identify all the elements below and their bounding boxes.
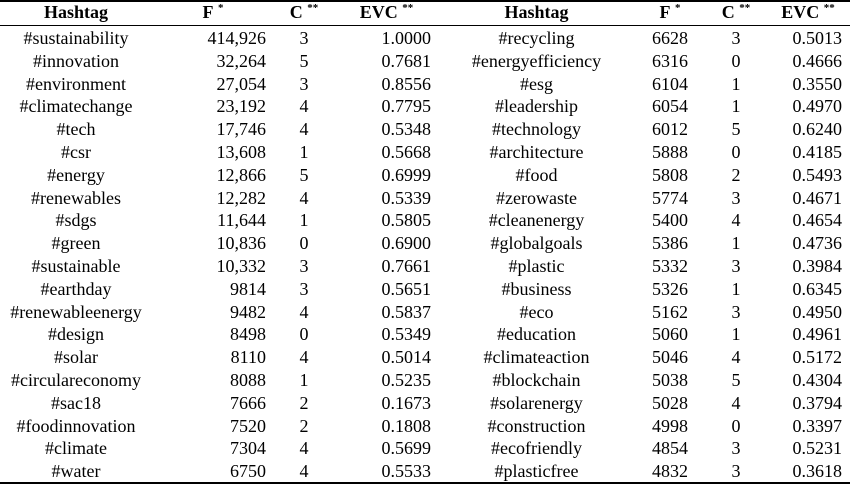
hashtag-cell: #cleanenergy — [488, 210, 585, 231]
hashtag-cell: #csr — [61, 141, 91, 162]
community-cell: 4 — [299, 187, 309, 208]
community-cell: 1 — [731, 73, 741, 94]
evc-cell: 0.6900 — [381, 233, 431, 254]
hashtag-cell: #globalgoals — [490, 233, 583, 254]
evc-cell: 0.5493 — [792, 164, 842, 185]
hashtag-cell: #water — [51, 461, 101, 482]
hashtag-cell: #construction — [487, 415, 586, 436]
header-label: Hashtag — [43, 2, 108, 22]
evc-cell: 0.5348 — [381, 119, 431, 140]
hashtag-cell: #solar — [54, 347, 98, 368]
community-cell: 3 — [731, 461, 741, 482]
frequency-cell: 5326 — [652, 278, 688, 299]
community-cell: 4 — [731, 392, 741, 413]
header-c-left — [274, 0, 334, 25]
evc-cell: 0.7661 — [381, 255, 431, 276]
header-label: C — [721, 2, 735, 22]
community-cell: 4 — [299, 461, 309, 482]
community-cell: 4 — [299, 96, 309, 117]
community-cell: 1 — [731, 324, 741, 345]
table-row — [0, 392, 850, 415]
frequency-cell: 32,264 — [216, 50, 266, 71]
header-footnote-mark: ** — [739, 2, 751, 14]
evc-cell: 0.5651 — [381, 278, 431, 299]
hashtag-cell: #sustainability — [23, 28, 129, 48]
evc-cell: 0.5172 — [792, 347, 842, 368]
frequency-cell: 5046 — [652, 347, 688, 368]
evc-cell: 0.5533 — [381, 461, 431, 482]
hashtag-cell: #foodinnovation — [16, 415, 136, 436]
header-footnote-mark: ** — [823, 2, 835, 14]
frequency-cell: 5808 — [652, 164, 688, 185]
table-row — [0, 346, 850, 369]
hashtag-cell: #eco — [519, 301, 554, 322]
evc-cell: 0.5014 — [381, 347, 431, 368]
evc-cell: 0.3397 — [792, 415, 842, 436]
hashtag-cell: #sac18 — [51, 392, 101, 413]
hashtag-cell: #blockchain — [492, 369, 581, 390]
frequency-cell: 8110 — [230, 347, 266, 368]
header-f-right — [634, 0, 706, 25]
evc-cell: 0.4654 — [792, 210, 842, 231]
frequency-cell: 5400 — [652, 210, 688, 231]
evc-cell: 0.5699 — [381, 438, 431, 459]
evc-cell: 0.8556 — [381, 73, 431, 94]
community-cell: 3 — [299, 278, 309, 299]
hashtag-cell: #plastic — [508, 255, 565, 276]
community-cell: 1 — [299, 210, 309, 231]
evc-cell: 0.5805 — [381, 210, 431, 231]
frequency-cell: 8498 — [230, 324, 266, 345]
table-row — [0, 415, 850, 438]
community-cell: 2 — [299, 415, 309, 436]
table-row — [0, 141, 850, 164]
frequency-cell: 12,282 — [216, 187, 266, 208]
hashtag-cell: #renewableenergy — [10, 301, 142, 322]
header-footnote-mark: ** — [402, 2, 414, 14]
evc-cell: 0.4736 — [792, 233, 842, 254]
community-cell: 0 — [299, 233, 309, 254]
frequency-cell: 7520 — [230, 415, 266, 436]
table-row — [0, 118, 850, 141]
table-row — [0, 255, 850, 278]
evc-cell: 0.5235 — [381, 369, 431, 390]
header-c-right — [706, 0, 766, 25]
evc-cell: 0.6240 — [792, 119, 842, 140]
community-cell: 3 — [731, 438, 741, 459]
community-cell: 3 — [731, 255, 741, 276]
hashtag-cell: #environment — [26, 73, 126, 94]
evc-cell: 0.3794 — [792, 392, 842, 413]
hashtag-cell: #technology — [492, 119, 581, 140]
hashtag-cell: #esg — [520, 73, 553, 94]
community-cell: 1 — [299, 141, 309, 162]
table-row — [0, 369, 850, 392]
hashtag-cell: #food — [515, 164, 558, 185]
header-label: C — [289, 2, 303, 22]
header-f-left — [152, 0, 274, 25]
hashtag-cell: #design — [48, 324, 104, 345]
table-body — [0, 25, 850, 483]
header-label: Hashtag — [504, 2, 569, 22]
frequency-cell: 6316 — [652, 50, 688, 71]
frequency-cell: 4832 — [652, 461, 688, 482]
frequency-cell: 5060 — [652, 324, 688, 345]
frequency-cell: 13,608 — [216, 141, 266, 162]
frequency-cell: 5028 — [652, 392, 688, 413]
frequency-cell: 9482 — [230, 301, 266, 322]
header-evc-right — [766, 0, 850, 25]
community-cell: 3 — [731, 28, 741, 48]
community-cell: 4 — [731, 347, 741, 368]
evc-cell: 0.6999 — [381, 164, 431, 185]
community-cell: 0 — [731, 415, 741, 436]
header-label: F — [202, 2, 214, 22]
hashtag-cell: #leadership — [495, 96, 578, 117]
header-footnote-mark: * — [218, 2, 224, 14]
table-row — [0, 460, 850, 483]
table-row — [0, 301, 850, 324]
frequency-cell: 5774 — [652, 187, 688, 208]
table-row — [0, 73, 850, 96]
frequency-cell: 27,054 — [216, 73, 266, 94]
evc-cell: 0.7681 — [381, 50, 431, 71]
hashtag-cell: #recycling — [498, 28, 575, 48]
frequency-cell: 17,746 — [216, 119, 266, 140]
frequency-cell: 4998 — [652, 415, 688, 436]
frequency-cell: 6104 — [652, 73, 688, 94]
table-row — [0, 323, 850, 346]
frequency-cell: 6054 — [652, 96, 688, 117]
evc-cell: 0.5837 — [381, 301, 431, 322]
evc-cell: 0.5349 — [381, 324, 431, 345]
community-cell: 0 — [731, 141, 741, 162]
hashtag-cell: #zerowaste — [496, 187, 577, 208]
frequency-cell: 4854 — [652, 438, 688, 459]
community-cell: 5 — [731, 119, 741, 140]
frequency-cell: 8088 — [230, 369, 266, 390]
evc-cell: 0.4304 — [792, 369, 842, 390]
community-cell: 4 — [299, 119, 309, 140]
evc-cell: 0.4970 — [792, 96, 842, 117]
hashtag-cell: #innovation — [33, 50, 119, 71]
hashtag-cell: #education — [497, 324, 576, 345]
evc-cell: 0.3984 — [792, 255, 842, 276]
frequency-cell: 5332 — [652, 255, 688, 276]
evc-cell: 0.5013 — [792, 28, 842, 48]
evc-cell: 0.5339 — [381, 187, 431, 208]
hashtag-cell: #energyefficiency — [471, 50, 602, 71]
frequency-cell: 12,866 — [216, 164, 266, 185]
community-cell: 1 — [731, 233, 741, 254]
evc-cell: 0.3550 — [792, 73, 842, 94]
frequency-cell: 11,644 — [217, 210, 266, 231]
hashtag-cell: #ecofriendly — [491, 438, 582, 459]
evc-cell: 0.4961 — [792, 324, 842, 345]
header-label: EVC — [781, 2, 820, 22]
evc-cell: 0.4666 — [792, 50, 842, 71]
hashtag-cell: #energy — [47, 164, 105, 185]
hashtag-cell: #business — [501, 278, 572, 299]
frequency-cell: 5162 — [652, 301, 688, 322]
evc-cell: 0.1808 — [381, 415, 431, 436]
evc-cell: 1.0000 — [381, 28, 431, 48]
evc-cell: 0.3618 — [792, 461, 842, 482]
hashtag-cell: #green — [51, 233, 101, 254]
hashtag-cell: #earthday — [40, 278, 112, 299]
header-footnote-mark: * — [675, 2, 681, 14]
table-row — [0, 437, 850, 460]
table-row — [0, 232, 850, 255]
hashtag-cell: #plasticfree — [494, 461, 579, 482]
frequency-cell: 7666 — [230, 392, 266, 413]
frequency-cell: 9814 — [230, 278, 266, 299]
frequency-cell: 6750 — [230, 461, 266, 482]
evc-cell: 0.7795 — [381, 96, 431, 117]
frequency-cell: 5888 — [652, 141, 688, 162]
evc-cell: 0.5231 — [792, 438, 842, 459]
header-evc-left — [334, 0, 439, 25]
hashtag-cell: #circulareconomy — [11, 369, 141, 390]
community-cell: 1 — [299, 369, 309, 390]
community-cell: 4 — [731, 210, 741, 231]
evc-cell: 0.1673 — [381, 392, 431, 413]
community-cell: 3 — [731, 187, 741, 208]
table-row — [0, 164, 850, 187]
frequency-cell: 7304 — [230, 438, 266, 459]
frequency-cell: 5386 — [652, 233, 688, 254]
community-cell: 2 — [299, 392, 309, 413]
hashtag-cell: #tech — [56, 119, 96, 140]
community-cell: 3 — [299, 28, 309, 48]
community-cell: 3 — [299, 255, 309, 276]
community-cell: 5 — [299, 164, 309, 185]
community-cell: 4 — [299, 438, 309, 459]
community-cell: 4 — [299, 347, 309, 368]
evc-cell: 0.4185 — [792, 141, 842, 162]
evc-cell: 0.6345 — [792, 278, 842, 299]
frequency-cell: 6012 — [652, 119, 688, 140]
evc-cell: 0.4671 — [792, 187, 842, 208]
community-cell: 5 — [299, 50, 309, 71]
hashtag-cell: #solarenergy — [490, 392, 583, 413]
evc-cell: 0.4950 — [792, 301, 842, 322]
table-row — [0, 278, 850, 301]
table-row — [0, 187, 850, 210]
header-label: F — [659, 2, 671, 22]
hashtag-cell: #architecture — [489, 141, 584, 162]
community-cell: 1 — [731, 96, 741, 117]
header-hashtag-right — [439, 0, 634, 25]
table-row — [0, 25, 850, 50]
frequency-cell: 414,926 — [207, 28, 266, 48]
hashtag-cell: #sustainable — [31, 255, 121, 276]
header-hashtag-left — [0, 0, 152, 25]
frequency-cell: 10,332 — [216, 255, 266, 276]
community-cell: 1 — [731, 278, 741, 299]
header-footnote-mark: ** — [307, 2, 319, 14]
hashtag-cell: #climatechange — [19, 96, 133, 117]
header-label: EVC — [359, 2, 398, 22]
hashtag-cell: #renewables — [31, 187, 121, 208]
hashtag-cell: #climateaction — [483, 347, 590, 368]
evc-cell: 0.5668 — [381, 141, 431, 162]
community-cell: 3 — [731, 301, 741, 322]
community-cell: 3 — [299, 73, 309, 94]
table-row — [0, 209, 850, 232]
frequency-cell: 5038 — [652, 369, 688, 390]
hashtag-cell: #sdgs — [55, 210, 97, 231]
community-cell: 0 — [731, 50, 741, 71]
hashtag-cell: #climate — [45, 438, 107, 459]
table-row — [0, 50, 850, 73]
table-row — [0, 95, 850, 118]
community-cell: 4 — [299, 301, 309, 322]
frequency-cell: 23,192 — [216, 96, 266, 117]
table-header-row — [0, 0, 850, 25]
frequency-cell: 6628 — [652, 28, 688, 48]
community-cell: 0 — [299, 324, 309, 345]
community-cell: 5 — [731, 369, 741, 390]
community-cell: 2 — [731, 164, 741, 185]
frequency-cell: 10,836 — [216, 233, 266, 254]
